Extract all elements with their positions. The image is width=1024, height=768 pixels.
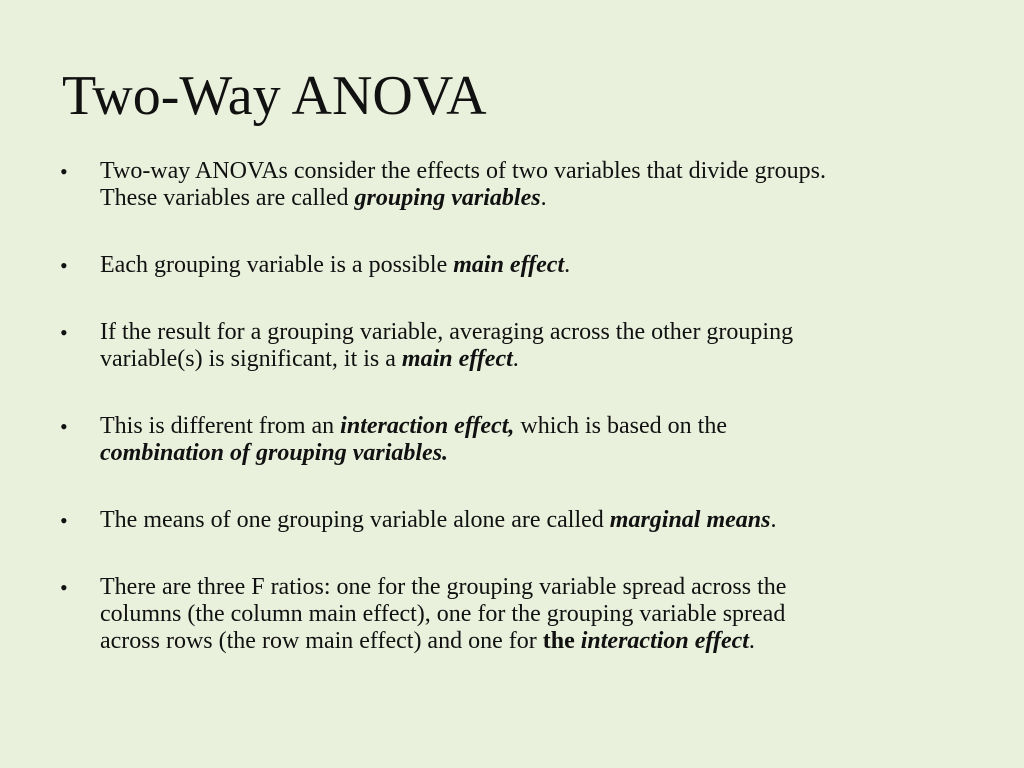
emphasis-term: main effect [401,346,513,372]
bullet-text: . [748,628,755,654]
bold-term: the [542,628,581,654]
bullet-text: across rows (the row main effect) and one for [100,628,543,654]
bullet-text: Each grouping variable is a possible [100,252,454,278]
bullet-icon: • [60,508,68,533]
bullet-icon: • [60,575,68,600]
emphasis-term: combination of grouping variables. [100,440,449,466]
bullet-icon: • [60,253,68,278]
bullet-text: . [540,185,547,211]
bullet-item-main-effect [56,252,956,279]
bullet-text: These variables are called [100,185,355,211]
emphasis-term: interaction effect, [340,413,515,439]
bullet-text: variable(s) is significant, it is a [100,346,402,372]
bullet-item-f-ratios [56,574,956,655]
emphasis-term: main effect [453,252,565,278]
bullet-text: If the result for a grouping variable, averaging across the other grouping [100,319,794,345]
bullet-text: columns (the column main effect), one for the grouping variable spread [100,601,786,627]
bullet-list [56,158,956,695]
bullet-item-grouping-variables [56,158,956,212]
bullet-icon: • [60,414,68,439]
bullet-text: . [770,507,777,533]
bullet-text: . [512,346,519,372]
bullet-text: Two-way ANOVAs consider the effects of two variables that divide groups. [100,158,826,184]
bullet-text: . [564,252,571,278]
emphasis-term: marginal means [609,507,771,533]
bullet-item-interaction-effect [56,413,956,467]
bullet-item-marginal-means [56,507,956,534]
bullet-text: which is based on the [514,413,727,439]
emphasis-term: interaction effect [580,628,749,654]
bullet-icon: • [60,159,68,184]
bullet-text: There are three F ratios: one for the grouping variable spread across the [100,574,787,600]
emphasis-term: grouping variables [354,185,541,211]
bullet-text: The means of one grouping variable alone are called [100,507,610,533]
bullet-icon: • [60,320,68,345]
slide-title: Two-Way ANOVA [62,65,487,127]
bullet-item-significance [56,319,956,373]
bullet-text: This is different from an [100,413,341,439]
